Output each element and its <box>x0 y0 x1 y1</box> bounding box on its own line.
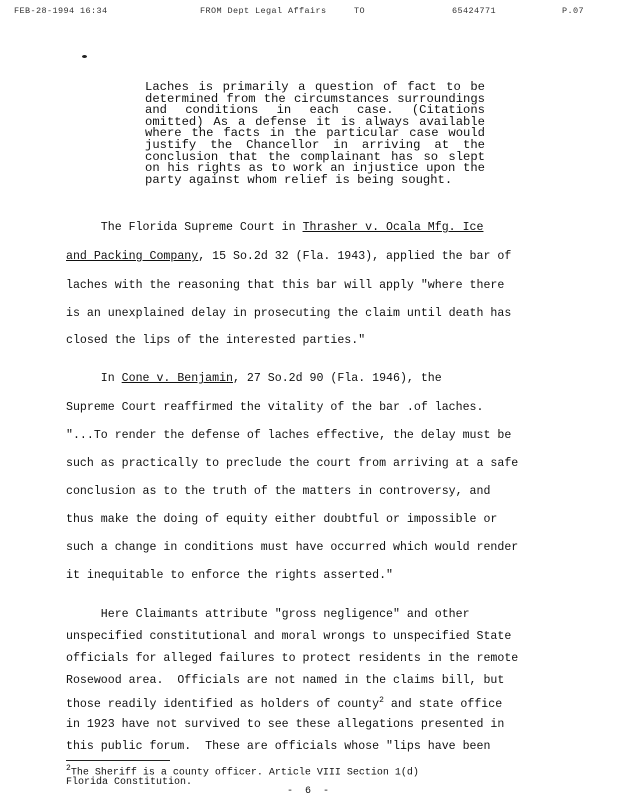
block-quote <box>145 82 485 186</box>
fax-to: TO <box>354 6 366 16</box>
scan-speck <box>82 55 87 58</box>
paragraph-1-line-5: closed the lips of the interested parties." <box>66 334 366 347</box>
paragraph-2-line-8: it inequitable to enforce the rights asserted." <box>66 569 393 582</box>
fax-header <box>14 6 599 18</box>
paragraph-3-line-5: those readily identified as holders of county$^2$ and state office <box>66 696 503 711</box>
paragraph-1-line-3: laches with the reasoning that this bar will apply "where there <box>66 279 505 292</box>
footnote <box>66 764 552 788</box>
paragraph-2-line-2: Supreme Court reaffirmed the vitality of the bar .of laches. <box>66 401 484 414</box>
footnote-line-1: $^2$The Sheriff is a county officer. Article VIII Section 1(d) <box>66 764 419 779</box>
paragraph-3-line-2: unspecified constitutional and moral wrongs to unspecified State <box>66 630 512 643</box>
paragraph-2-line-4: such as practically to preclude the court from arriving at a safe <box>66 457 519 470</box>
paragraph-1-line-1: The Florida Supreme Court in Thrasher v. Ocala Mfg. Ice <box>66 221 484 234</box>
fax-from: FROM Dept Legal Affairs <box>200 6 327 16</box>
footnote-ref: 2 <box>379 696 384 705</box>
paragraph-2-line-6: thus make the doing of equity either doubtful or impossible or <box>66 513 498 526</box>
paragraph-3-line-7: this public forum. These are officials whose "lips have been <box>66 740 491 753</box>
case-citation-cone: Cone v. Benjamin <box>121 372 233 385</box>
fax-date-time: FEB-28-1994 16:34 <box>14 6 108 16</box>
paragraph-1-line-2: and Packing Company, 15 So.2d 32 (Fla. 1943), applied the bar of <box>66 250 512 263</box>
paragraph-3-line-4: Rosewood area. Officials are not named in the claims bill, but <box>66 674 505 687</box>
page-number: - 6 - <box>286 786 332 797</box>
paragraph-2-line-7: such a change in conditions must have occurred which would render <box>66 541 519 554</box>
block-quote-text: Laches is primarily a question of fact to be determined from the circumstances surroundings and conditions in each case. (Citations omitted) As a defense it is always available where the facts in the particular case would justify the Chancellor in arriving at the conclusion that the complainant has so slept on his rights as to work an injustice upon the party against whom relief is being sought. <box>145 80 485 187</box>
fax-page: P.07 <box>562 6 585 16</box>
footnote-marker: 2 <box>66 764 71 773</box>
footnote-line-2: Florida Constitution. <box>66 777 193 789</box>
paragraph-1-line-4: is an unexplained delay in prosecuting the claim until death has <box>66 307 512 320</box>
paragraph-3-line-1: Here Claimants attribute "gross negligence" and other <box>66 608 470 621</box>
case-citation-thrasher-cont: and Packing Company <box>66 250 199 263</box>
case-citation-thrasher: Thrasher v. Ocala Mfg. Ice <box>302 221 484 234</box>
paragraph-2-line-1: In Cone v. Benjamin, 27 So.2d 90 (Fla. 1946), the <box>66 372 442 385</box>
paragraph-3-line-3: officials for alleged failures to protect residents in the remote <box>66 652 519 665</box>
paragraph-3-line-6: in 1923 have not survived to see these allegations presented in <box>66 718 505 731</box>
paragraph-2-line-3: "...To render the defense of laches effective, the delay must be <box>66 429 512 442</box>
footnote-divider <box>66 760 170 761</box>
paragraph-2-line-5: conclusion as to the truth of the matters in controversy, and <box>66 485 491 498</box>
fax-number: 65424771 <box>452 6 497 16</box>
